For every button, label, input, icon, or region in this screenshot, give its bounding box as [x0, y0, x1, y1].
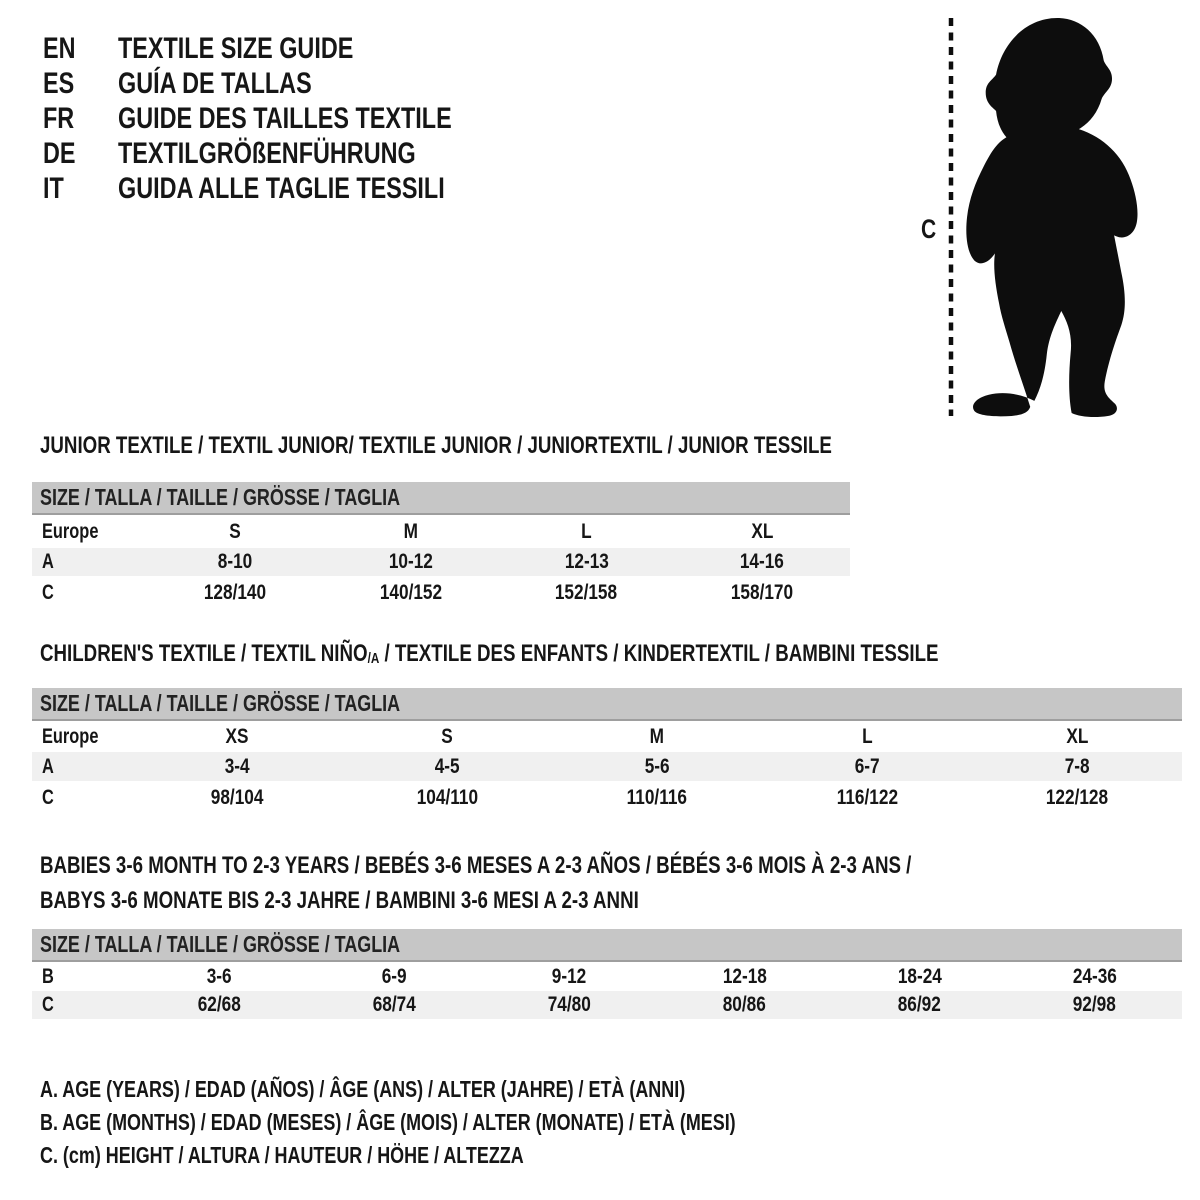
language-label: GUIDA ALLE TAGLIE TESSILI — [118, 172, 445, 205]
language-title-list — [43, 31, 546, 206]
language-row — [43, 136, 546, 171]
size-cell: 98/104 — [210, 785, 264, 809]
toddler-silhouette-image — [965, 14, 1141, 418]
language-label: GUÍA DE TALLAS — [118, 67, 312, 100]
row-label-cell: A — [42, 550, 54, 573]
size-cell: 4-5 — [434, 754, 460, 778]
row-label-cell: C — [42, 580, 54, 604]
language-label: TEXTILGRÖßENFÜHRUNG — [118, 137, 416, 170]
size-cell: 140/152 — [379, 580, 442, 604]
size-cell: XL — [1065, 724, 1089, 748]
size-cell: M — [649, 724, 665, 748]
size-cell: 74/80 — [547, 993, 592, 1016]
size-cell: 122/128 — [1045, 785, 1109, 809]
size-cell: 8-10 — [217, 550, 253, 573]
language-label: TEXTILE SIZE GUIDE — [118, 32, 354, 65]
babies-size-header-bar: SIZE / TALLA / TAILLE / GRÖSSE / TAGLIA — [32, 929, 1182, 962]
table-row — [32, 752, 1182, 781]
size-cell: 24-36 — [1072, 964, 1117, 988]
babies-title-line1: BABIES 3-6 MONTH TO 2-3 YEARS / BEBÉS 3-6 MESES A 2-3 AÑOS / BÉBÉS 3-6 MOIS À 2-3 ANS / — [40, 852, 912, 879]
table-row — [32, 962, 1182, 991]
footnote-line: A. AGE (YEARS) / EDAD (AÑOS) / ÂGE (ANS) / ALTER (JAHRE) / ETÀ (ANNI) — [40, 1076, 686, 1102]
table-row — [32, 576, 850, 609]
size-cell: 3-6 — [207, 964, 232, 988]
size-cell: 6-7 — [854, 754, 880, 778]
size-cell: M — [403, 519, 418, 543]
size-cell: 12-13 — [564, 550, 609, 573]
size-cell: 158/170 — [730, 580, 794, 604]
children-size-header-bar: SIZE / TALLA / TAILLE / GRÖSSE / TAGLIA — [32, 688, 1182, 721]
language-row — [43, 31, 546, 66]
language-row — [43, 171, 546, 206]
size-cell: 14-16 — [740, 550, 785, 573]
language-code: ES — [43, 67, 75, 100]
footnote-line: C. (cm) HEIGHT / ALTURA / HAUTEUR / HÖHE / ALTEZZA — [40, 1142, 524, 1168]
size-cell: 7-8 — [1064, 754, 1090, 778]
size-cell: 110/116 — [626, 785, 688, 809]
language-code: DE — [43, 137, 76, 170]
size-cell: 10-12 — [388, 550, 433, 573]
footnote-line: B. AGE (MONTHS) / EDAD (MESES) / ÂGE (MOIS) / ALTER (MONATE) / ETÀ (MESI) — [40, 1109, 736, 1135]
size-cell: XS — [225, 724, 249, 748]
row-label-cell: Europe — [42, 724, 99, 748]
nino-a-subscript: /A — [367, 650, 380, 667]
size-cell: 5-6 — [644, 754, 670, 778]
language-row — [43, 101, 546, 136]
table-row — [32, 991, 1182, 1019]
language-code: FR — [43, 102, 75, 135]
size-cell: XL — [751, 519, 774, 543]
size-cell: 92/98 — [1072, 993, 1117, 1016]
babies-title-line2: BABYS 3-6 MONATE BIS 2-3 JAHRE / BAMBINI 3-6 MESI A 2-3 ANNI — [40, 887, 639, 914]
size-cell: 9-12 — [552, 964, 587, 988]
size-cell: L — [861, 724, 873, 748]
table-row — [32, 781, 1182, 814]
measure-label-c: C — [921, 214, 937, 244]
language-code: IT — [43, 172, 64, 205]
height-measure-dashed-line-icon — [948, 18, 954, 416]
size-cell: 116/122 — [836, 785, 898, 809]
size-cell: 128/140 — [203, 580, 266, 604]
size-cell: 80/86 — [722, 993, 767, 1016]
section-junior-title: JUNIOR TEXTILE / TEXTIL JUNIOR/ TEXTILE JUNIOR / JUNIORTEXTIL / JUNIOR TESSILE — [40, 432, 832, 459]
row-label-cell: A — [42, 754, 54, 778]
size-cell: S — [229, 519, 241, 543]
legend-footnotes — [40, 1073, 932, 1172]
row-label-cell: C — [42, 785, 54, 809]
size-cell: L — [581, 519, 592, 543]
size-cell: S — [441, 724, 453, 748]
size-cell: 3-4 — [224, 754, 250, 778]
size-cell: 18-24 — [897, 964, 942, 988]
row-label-cell: B — [42, 964, 54, 988]
junior-size-header-bar: SIZE / TALLA / TAILLE / GRÖSSE / TAGLIA — [32, 482, 850, 515]
size-cell: 68/74 — [372, 993, 417, 1016]
section-children-title: CHILDREN'S TEXTILE / TEXTIL NIÑO/A / TEXTILE DES ENFANTS / KINDERTEXTIL / BAMBINI TESSILE — [40, 640, 939, 667]
size-cell: 12-18 — [722, 964, 767, 988]
row-label-cell: C — [42, 993, 54, 1016]
size-cell: 152/158 — [555, 580, 618, 604]
table-row — [32, 721, 1182, 752]
table-row — [32, 548, 850, 576]
size-cell: 86/92 — [897, 993, 942, 1016]
size-cell: 62/68 — [197, 993, 242, 1016]
row-label-cell: Europe — [42, 519, 99, 543]
size-cell: 104/110 — [416, 785, 478, 809]
table-row — [32, 515, 850, 548]
language-label: GUIDE DES TAILLES TEXTILE — [118, 102, 452, 135]
size-cell: 6-9 — [382, 964, 407, 988]
section-babies-title — [40, 848, 1157, 918]
language-code: EN — [43, 32, 76, 65]
language-row — [43, 66, 546, 101]
